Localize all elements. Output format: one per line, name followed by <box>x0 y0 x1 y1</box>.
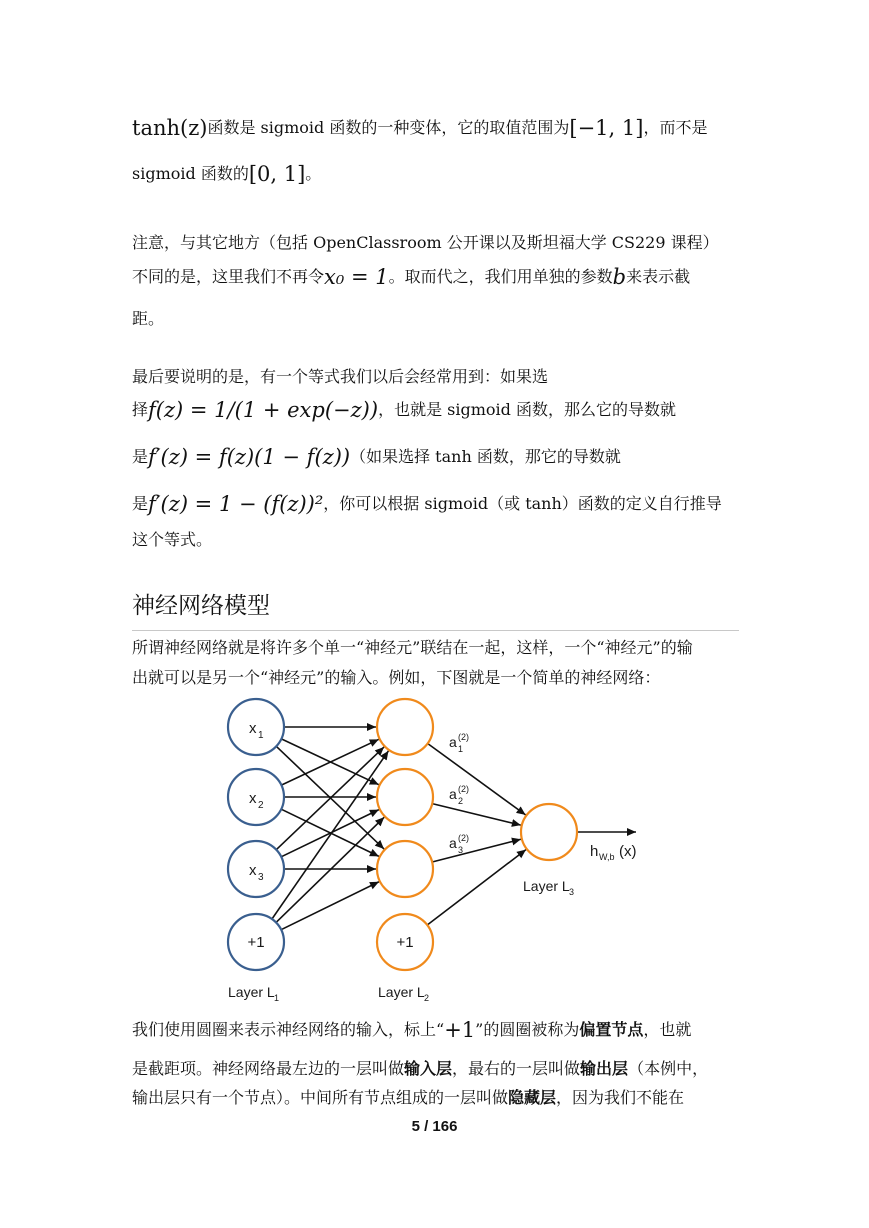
svg-text:x: x <box>249 790 257 807</box>
math-tanh-derivative: f′(z) = 1 − (f(z))² <box>148 492 324 516</box>
para3-line2 <box>132 398 676 422</box>
term-bias-node: 偏置节点 <box>579 1020 644 1039</box>
para3-line3 <box>132 445 621 469</box>
svg-text:a: a <box>449 734 457 750</box>
text: 不同的是，这里我们不再令 <box>132 267 325 286</box>
neural-network-diagram <box>214 692 654 1008</box>
math-plus-one: +1 <box>444 1018 476 1042</box>
text: ”的圆圈被称为 <box>475 1020 580 1039</box>
svg-text:W,b: W,b <box>599 852 615 862</box>
node-label-bias-hidden: +1 <box>396 934 414 951</box>
svg-text:a: a <box>449 786 457 802</box>
math-derivative: f′(z) = f(z)(1 − f(z)) <box>148 445 351 469</box>
edge-l1-4-to-l2-3 <box>281 882 379 930</box>
para1-line2 <box>132 162 321 186</box>
math-range: [−1, 1] <box>569 116 644 140</box>
text: ，而不是 <box>643 118 708 137</box>
text: 输出层只有一个节点）。中间所有节点组成的一层叫做 <box>132 1088 509 1107</box>
svg-text:Layer L: Layer L <box>523 878 570 894</box>
para4-line2 <box>132 1057 708 1081</box>
svg-text:Layer L: Layer L <box>378 984 425 1000</box>
para3-line5: 这个等式。 <box>132 530 213 549</box>
activation-label-a3 <box>449 833 469 855</box>
para3-line4 <box>132 492 722 516</box>
section-intro-line1: 所谓神经网络就是将许多个单一“神经元”联结在一起，这样，一个“神经元”的输 <box>132 638 693 657</box>
text: （本例中， <box>628 1059 709 1078</box>
svg-text:Layer L: Layer L <box>228 984 275 1000</box>
svg-text:x: x <box>249 862 257 879</box>
svg-text:h: h <box>590 843 599 860</box>
svg-text:x: x <box>249 720 257 737</box>
svg-text:(2): (2) <box>458 732 469 742</box>
edge-l1-4-to-l2-1 <box>272 751 389 919</box>
svg-text:2: 2 <box>424 993 430 1003</box>
layer-label-1 <box>228 984 279 1003</box>
activation-label-a2 <box>449 784 469 806</box>
term-input-layer: 输入层 <box>404 1059 453 1078</box>
text: 是截距项。神经网络最左边的一层叫做 <box>132 1059 405 1078</box>
svg-text:1: 1 <box>458 744 464 754</box>
node-label-bias-input: +1 <box>247 934 265 951</box>
math-sigmoid: f(z) = 1/(1 + exp(−z)) <box>148 398 379 422</box>
svg-text:a: a <box>449 835 457 851</box>
edge-l2-2-to-output <box>432 804 521 826</box>
text: 。 <box>305 164 322 183</box>
hidden-node-3 <box>377 841 433 897</box>
text: 。取而代之，我们用单独的参数 <box>388 267 613 286</box>
layer-label-2 <box>378 984 429 1003</box>
text: 择 <box>132 400 149 419</box>
svg-text:2: 2 <box>458 796 464 806</box>
para2-line3: 距。 <box>132 309 165 328</box>
svg-text:1: 1 <box>258 730 264 741</box>
svg-text:1: 1 <box>274 993 280 1003</box>
svg-text:2: 2 <box>258 800 264 811</box>
text: （如果选择 tanh 函数，那它的导数就 <box>350 447 621 466</box>
text: 我们使用圆圈来表示神经网络的输入，标上“ <box>132 1020 445 1039</box>
math-range: [0, 1] <box>248 162 306 186</box>
svg-text:(2): (2) <box>458 784 469 794</box>
output-node <box>521 804 577 860</box>
para2-line2 <box>132 265 690 289</box>
text: ，也就 <box>643 1020 692 1039</box>
section-heading: 神经网络模型 <box>132 593 270 619</box>
text: 是 <box>132 447 149 466</box>
term-output-layer: 输出层 <box>580 1059 629 1078</box>
edge-l2-4-to-output <box>427 850 526 925</box>
svg-text:(2): (2) <box>458 833 469 843</box>
para3-line1: 最后要说明的是，有一个等式我们以后会经常用到：如果选 <box>132 367 549 386</box>
svg-text:3: 3 <box>458 845 464 855</box>
para4-line1 <box>132 1018 691 1042</box>
math-x0: x₀ = 1 <box>324 265 389 289</box>
svg-text:3: 3 <box>258 872 264 883</box>
edge-l2-3-to-output <box>432 839 521 862</box>
network-nodes <box>228 699 577 970</box>
para1-line1 <box>132 116 707 140</box>
text: sigmoid 函数的 <box>132 164 249 183</box>
edge-l2-1-to-output <box>428 743 526 814</box>
text: 来表示截 <box>626 267 691 286</box>
svg-text:3: 3 <box>569 887 575 897</box>
hidden-node-2 <box>377 769 433 825</box>
math-tanh: tanh(z) <box>132 116 208 140</box>
text: 是 <box>132 494 149 513</box>
output-label <box>590 843 637 862</box>
math-b: b <box>612 265 627 289</box>
text: ，最右的一层叫做 <box>452 1059 581 1078</box>
term-hidden-layer: 隐藏层 <box>508 1088 557 1107</box>
para4-line3 <box>132 1086 684 1110</box>
text: 函数是 sigmoid 函数的一种变体，它的取值范围为 <box>207 118 570 137</box>
text: ，因为我们不能在 <box>556 1088 685 1107</box>
section-intro-line2: 出就可以是另一个“神经元”的输入。例如，下图就是一个简单的神经网络： <box>132 668 661 687</box>
text: ，你可以根据 sigmoid（或 tanh）函数的定义自行推导 <box>323 494 722 513</box>
layer-label-3 <box>523 878 574 897</box>
page-number: 5 / 166 <box>411 1118 458 1135</box>
para2-line1: 注意，与其它地方（包括 OpenClassroom 公开课以及斯坦福大学 CS229 课程） <box>132 233 719 252</box>
hidden-node-1 <box>377 699 433 755</box>
activation-label-a1 <box>449 732 469 754</box>
text: ，也就是 sigmoid 函数，那么它的导数就 <box>378 400 676 419</box>
heading-rule <box>132 630 739 631</box>
svg-text:(x): (x) <box>619 843 637 860</box>
network-edges <box>272 727 636 930</box>
